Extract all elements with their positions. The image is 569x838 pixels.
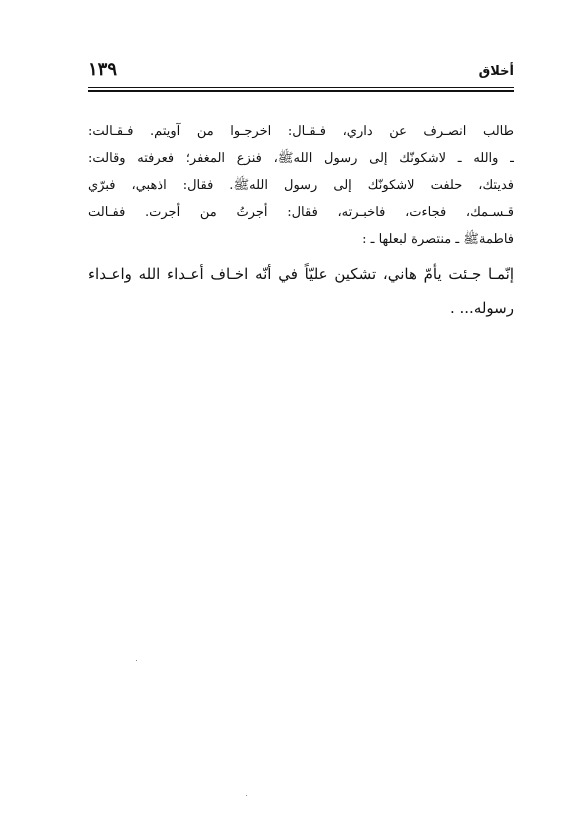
footnote-block: [88, 118, 514, 253]
verse-block: [88, 257, 514, 325]
header-rule-thick: [88, 90, 514, 92]
footnote-line: ـ والله ـ لاشكونّك إلى رسول اللهﷺ، فنزع المغفر؛ فعرفته وقالت:: [88, 151, 514, 166]
footnote-line: فاطمةﷺ ـ منتصرة لبعلها ـ :: [362, 232, 514, 247]
page-content: [88, 118, 514, 325]
verse-line: إنّمـا جـئت يأمّ هاني، تشكين عليّاً في أنّه اخـاف أعـداء الله واعـداء: [88, 265, 514, 283]
verse-line: رسوله... .: [449, 299, 514, 317]
footnote-line: قـسـمك، فجاءت، فاخبـرته، فقال: أجرتُ من أجرت. ففـالت: [88, 205, 514, 220]
running-title: أخلاق: [478, 64, 514, 79]
page-header: [88, 60, 514, 94]
footnote-line: طالب انصـرف عن داري، فـقـال: اخرجـوا من آويتم. فـقـالت:: [88, 124, 514, 139]
footnote-line: فديتك، حلفت لاشكونّك إلى رسول اللهﷺ. فقال: اذهبي، فبرّي: [88, 178, 514, 193]
scan-speck: [136, 660, 137, 661]
page-number: ١٣٩: [88, 59, 118, 80]
scan-speck: [246, 795, 247, 796]
header-rule-thin: [88, 87, 514, 88]
